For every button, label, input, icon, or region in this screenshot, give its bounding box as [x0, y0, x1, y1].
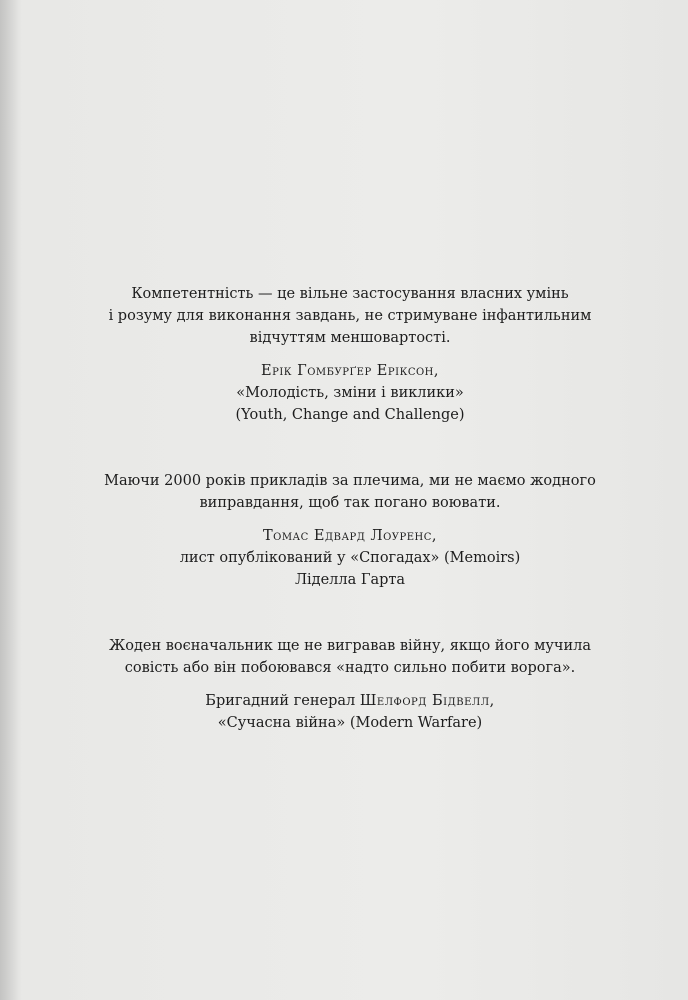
- quote-line: совість або він побоювався «надто сильно побити ворога».: [124, 660, 576, 676]
- epigraph-attribution: [80, 690, 620, 734]
- spine-shadow: [0, 0, 22, 1000]
- epigraphs: [80, 283, 620, 778]
- source-line: лист опублікований у «Спогадах» (Memoirs): [179, 550, 521, 566]
- author-name: Ерік Гомбурґер Еріксон,: [261, 363, 439, 379]
- quote-line: Жоден воєначальник ще не вигравав війну, якщо його мучила: [108, 638, 592, 654]
- quote-line: Маючи 2000 років прикладів за плечима, ми не маємо жодного: [104, 473, 596, 489]
- quote-line: відчуттям меншовартості.: [249, 330, 451, 346]
- source-line: (Youth, Change and Challenge): [235, 407, 465, 423]
- author-name: Шелфорд Бідвелл,: [359, 693, 495, 709]
- author-line: [80, 360, 620, 382]
- epigraph-bidwell: [80, 635, 620, 734]
- source-line: Ліделла Гарта: [294, 572, 406, 588]
- epigraph-attribution: [80, 525, 620, 591]
- epigraph-quote: [80, 283, 620, 349]
- author-line: [80, 690, 620, 712]
- epigraph-quote: [80, 635, 620, 679]
- source-line: «Молодість, зміни і виклики»: [236, 385, 464, 401]
- quote-line: і розуму для виконання завдань, не стримуване інфантильним: [108, 308, 592, 324]
- author-line: [80, 525, 620, 547]
- epigraph-lawrence: [80, 470, 620, 591]
- quote-line: Компетентність — це вільне застосування власних умінь: [131, 286, 569, 302]
- quote-line: виправдання, щоб так погано воювати.: [199, 495, 501, 511]
- epigraph-attribution: [80, 360, 620, 426]
- epigraph-erikson: [80, 283, 620, 426]
- author-name: Томас Едвард Лоуренс,: [262, 528, 438, 544]
- epigraph-quote: [80, 470, 620, 514]
- author-title: Бригадний генерал: [205, 693, 360, 709]
- source-line: «Сучасна війна» (Modern Warfare): [217, 715, 483, 731]
